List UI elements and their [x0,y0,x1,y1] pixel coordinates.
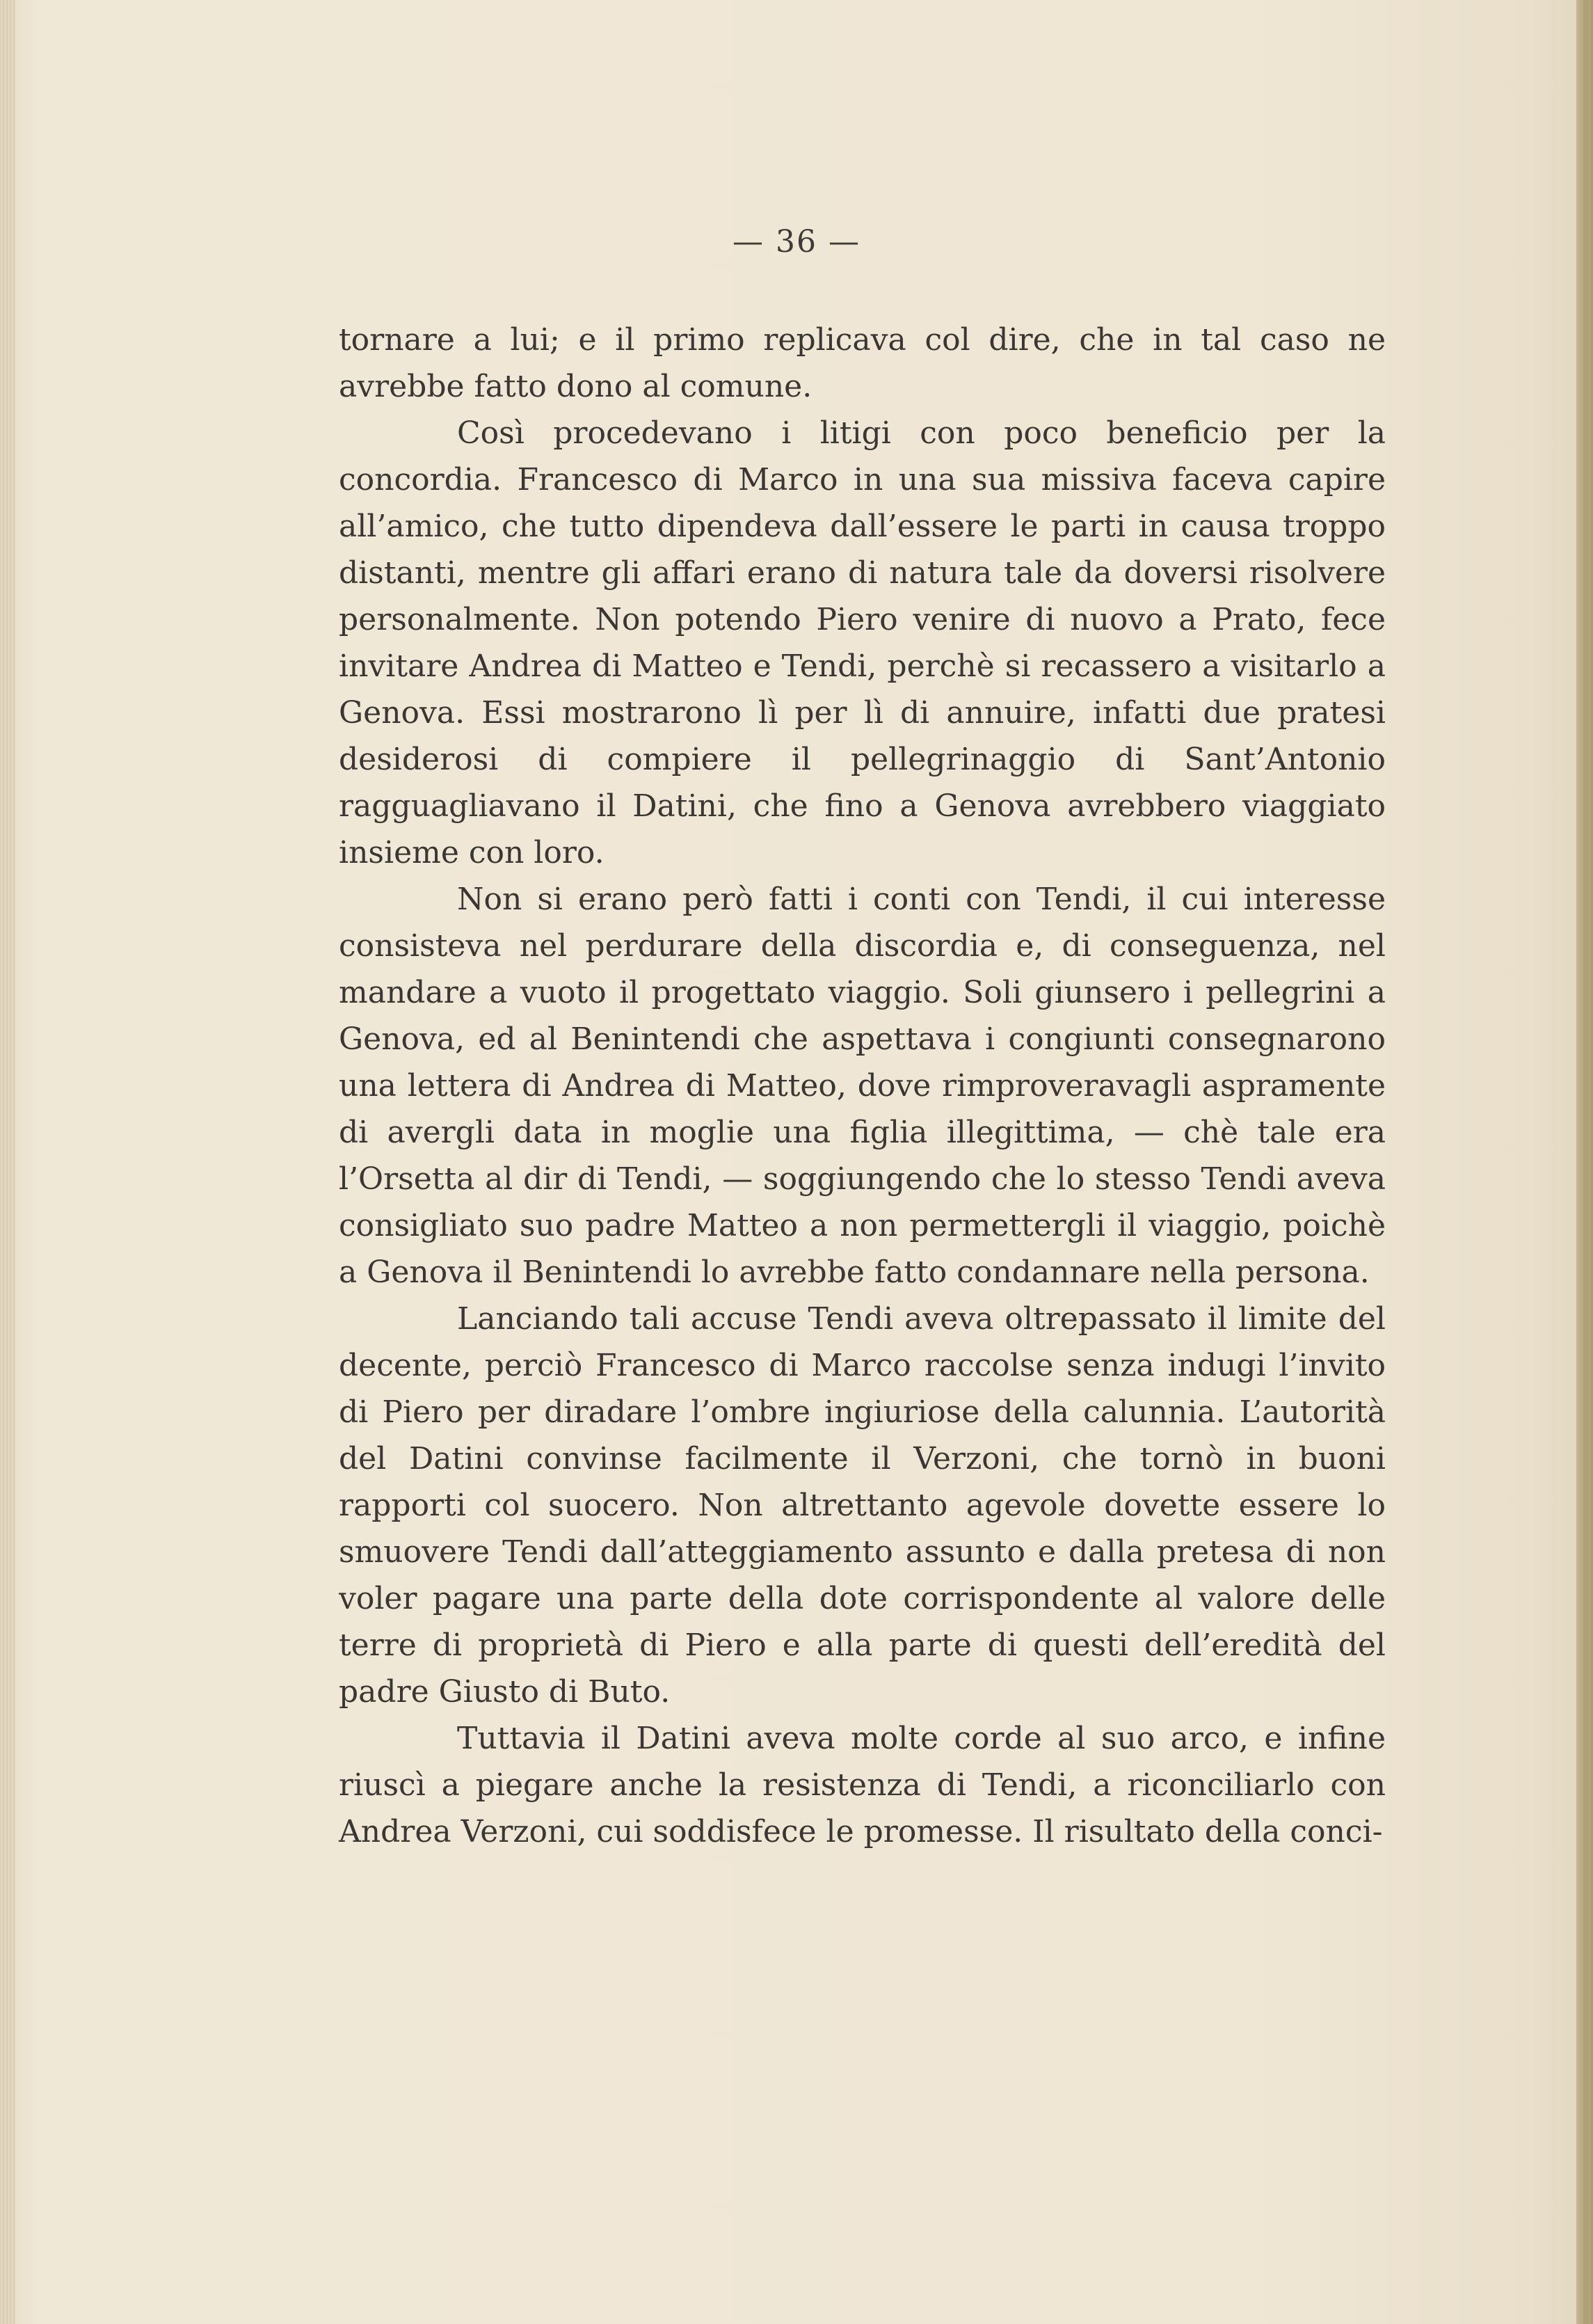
body-text [339,317,1386,1855]
paragraph-1: tornare a lui; e il primo replicava col dire, che in tal caso ne avrebbe fatto dono al comune. [339,322,1386,404]
page-number: — 36 — [733,224,860,260]
book-cover-strip [1583,0,1589,2324]
paragraph-2: Così procedevano i litigi con poco beneficio per la concordia. Francesco di Marco in una sua missiva faceva capire all’amico, che tutto dipendeva dall’essere le parti in causa troppo distanti, mentre gli affari erano di natura tale da doversi risolvere personalmente. Non potendo Piero venire di nuovo a Prato, fece invitare Andrea di Matteo e Tendi, perchè si recassero a visitarlo a Genova. Essi mostrarono lì per lì di annuire, infatti due pratesi desiderosi di compiere il pellegrinaggio di Sant’Antonio ragguagliavano il Datini, che fino a Genova avrebbero viaggiato insieme con loro. [339,415,1386,870]
page-edge-left [0,0,15,2324]
paragraph-4: Lanciando tali accuse Tendi aveva oltrepassato il limite del decente, perciò Francesco di Marco raccolse senza indugi l’invito di Piero per diradare l’ombre ingiuriose della calunnia. L’autorità del Datini convinse facilmente il Verzoni, che tornò in buoni rapporti col suocero. Non altrettanto agevole dovette essere lo smuovere Tendi dall’atteggiamento assunto e dalla pretesa di non voler pagare una parte della dote corrispondente al valore delle terre di proprietà di Piero e alla parte di questi dell’eredità del padre Giusto di Buto. [339,1301,1386,1710]
paragraph-5: Tuttavia il Datini aveva molte corde al suo arco, e infine riuscì a piegare anche la resistenza di Tendi, a riconciliarlo con Andrea Verzoni, cui soddisfece le promesse. Il risultato della conci- [339,1721,1386,1849]
paragraph-3: Non si erano però fatti i conti con Tendi, il cui interesse consisteva nel perdurare della discordia e, di conseguenza, nel mandare a vuoto il progettato viaggio. Soli giunsero i pellegrini a Genova, ed al Benintendi che aspettava i congiunti consegnarono una lettera di Andrea di Matteo, dove rimproveravagli aspramente di avergli data in moglie una figlia illegittima, — chè tale era l’Orsetta al dir di Tendi, — soggiungendo che lo stesso Tendi aveva consigliato suo padre Matteo a non permettergli il viaggio, poichè a Genova il Benintendi lo avrebbe fatto condannare nella persona. [339,882,1386,1290]
